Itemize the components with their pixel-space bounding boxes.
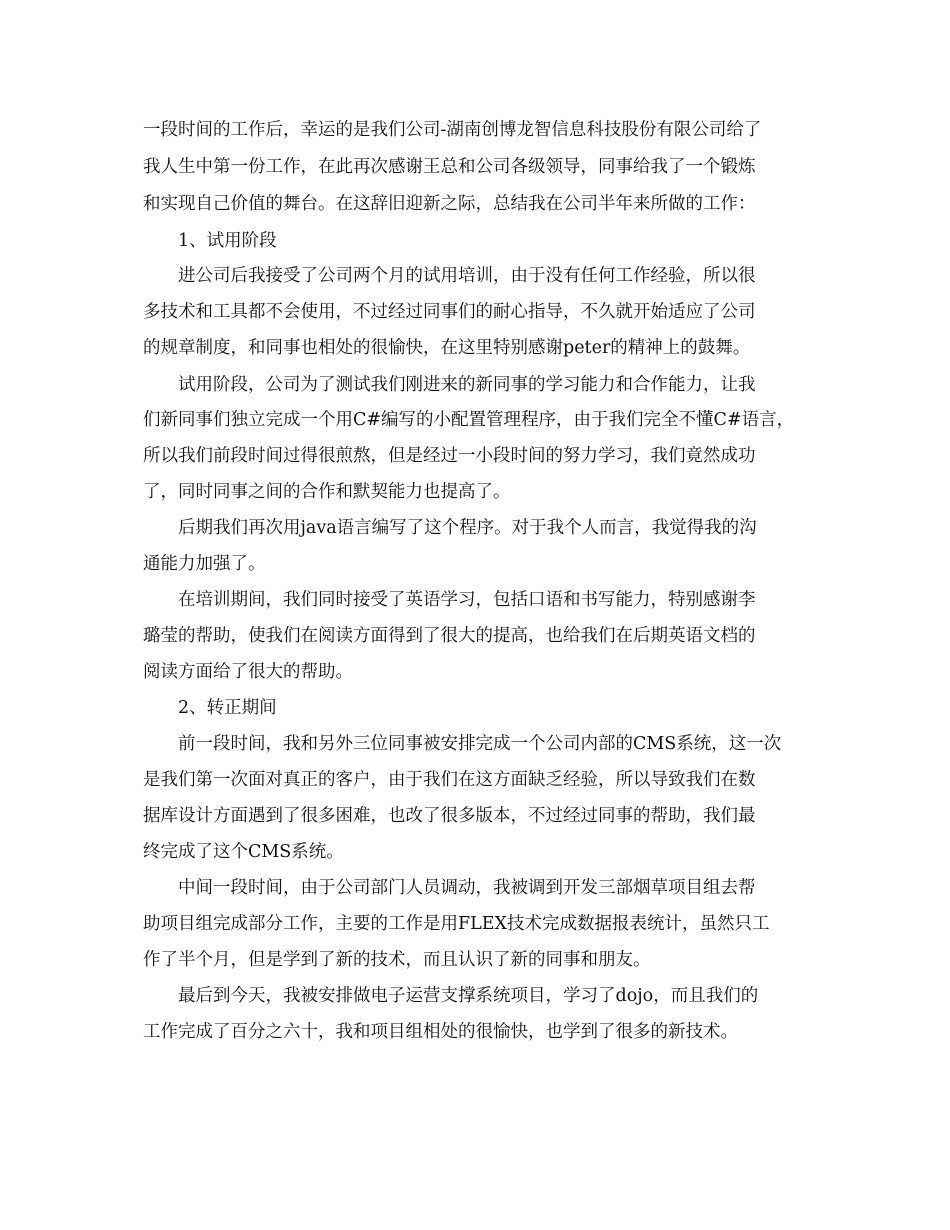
- text-line: 进公司后我接受了公司两个月的试用培训，由于没有任何工作经验，所以很: [178, 266, 756, 286]
- section-heading: 2、转正期间: [178, 698, 277, 718]
- text-line: 中间一段时间，由于公司部门人员调动，我被调到开发三部烟草项目组去帮: [178, 878, 756, 898]
- text-line: 所以我们前段时间过得很煎熬，但是经过一小段时间的努力学习，我们竟然成功: [143, 446, 756, 466]
- text-line: 通能力加强了。: [143, 554, 266, 574]
- text-line: 了，同时同事之间的合作和默契能力也提高了。: [143, 482, 511, 502]
- text-line: 试用阶段，公司为了测试我们刚进来的新同事的学习能力和合作能力，让我: [178, 375, 756, 395]
- text-line: 的规章制度，和同事也相处的很愉快，在这里特别感谢peter的精神上的鼓舞。: [143, 338, 751, 358]
- text-line: 作了半个月，但是学到了新的技术，而且认识了新的同事和朋友。: [143, 950, 651, 970]
- text-line: 据库设计方面遇到了很多困难，也改了很多版本，不过经过同事的帮助，我们最: [143, 806, 756, 826]
- section-heading: 1、试用阶段: [178, 231, 277, 251]
- text-line: 是我们第一次面对真正的客户，由于我们在这方面缺乏经验，所以导致我们在数: [143, 770, 756, 790]
- text-line: 后期我们再次用java语言编写了这个程序。对于我个人而言，我觉得我的沟: [178, 518, 757, 538]
- text-line: 一段时间的工作后，幸运的是我们公司-湖南创博龙智信息科技股份有限公司给了: [143, 120, 762, 140]
- text-line: 们新同事们独立完成一个用C#编写的小配置管理程序，由于我们完全不懂C#语言，: [143, 410, 795, 430]
- text-line: 和实现自己价值的舞台。在这辞旧迎新之际，总结我在公司半年来所做的工作：: [143, 194, 756, 214]
- text-line: 终完成了这个CMS系统。: [143, 842, 344, 862]
- text-line: 前一段时间，我和另外三位同事被安排完成一个公司内部的CMS系统，这一次: [178, 734, 782, 754]
- text-line: 工作完成了百分之六十，我和项目组相处的很愉快，也学到了很多的新技术。: [143, 1022, 738, 1042]
- text-line: 在培训期间，我们同时接受了英语学习，包括口语和书写能力，特别感谢李: [178, 590, 756, 610]
- text-line: 我人生中第一份工作，在此再次感谢王总和公司各级领导，同事给我了一个锻炼: [143, 157, 756, 177]
- text-line: 多技术和工具都不会使用，不过经过同事们的耐心指导，不久就开始适应了公司: [143, 302, 756, 322]
- text-line: 阅读方面给了很大的帮助。: [143, 662, 353, 682]
- text-line: 璐莹的帮助，使我们在阅读方面得到了很大的提高，也给我们在后期英语文档的: [143, 626, 756, 646]
- text-line: 最后到今天，我被安排做电子运营支撑系统项目，学习了dojo，而且我们的: [178, 986, 759, 1006]
- text-line: 助项目组完成部分工作，主要的工作是用FLEX技术完成数据报表统计，虽然只工: [143, 914, 770, 934]
